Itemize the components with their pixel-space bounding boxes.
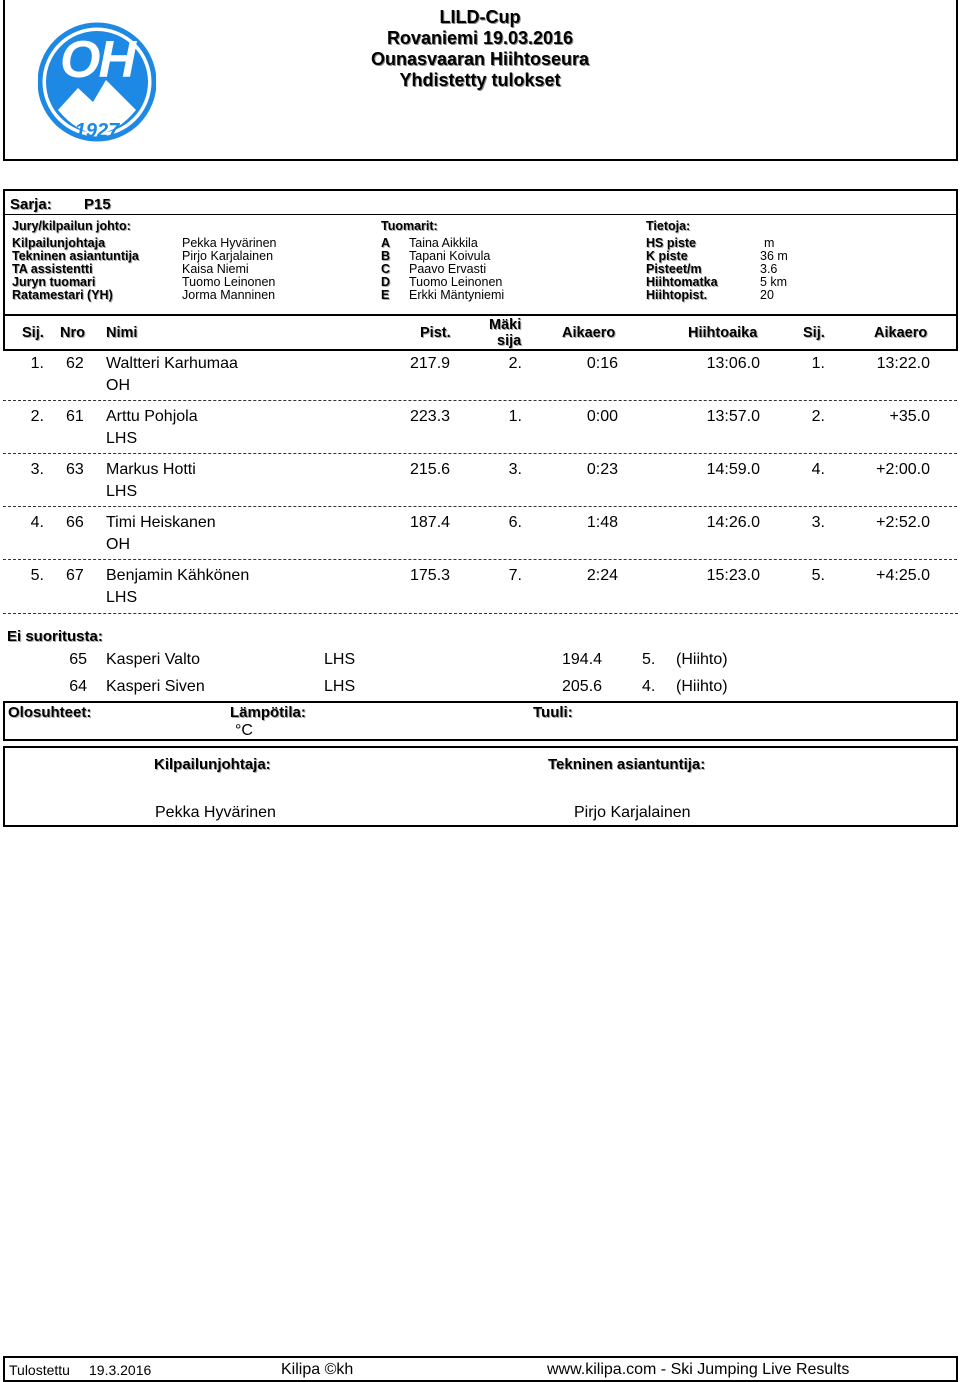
table-row [0, 461, 960, 514]
info-title: Tietoja: [646, 219, 691, 233]
row-divider [3, 400, 957, 401]
column-header-divider [3, 314, 958, 316]
judge-letter: A [381, 236, 391, 250]
row-points: 217.9 [410, 355, 451, 372]
results-end-divider [3, 613, 958, 614]
row-gap: 0:23 [586, 461, 618, 478]
dnf-name: Kasperi Valto [106, 651, 200, 668]
series-value: P15 [84, 196, 111, 213]
row-jump-rank: 2. [508, 355, 522, 372]
judge-letter: C [381, 262, 391, 276]
event-title: LILD-Cup [439, 7, 521, 27]
row-name: Waltteri Karhumaa [106, 355, 238, 372]
logo-text: OH [60, 31, 134, 89]
row-club: LHS [106, 430, 138, 447]
info-label: Hiihtopist. [646, 288, 708, 302]
jury-role: Tekninen asiantuntija [12, 249, 139, 263]
row-gap: 2:24 [586, 567, 618, 584]
row-final-gap: +35.0 [889, 408, 930, 425]
col-aikaero2: Aikaero [874, 325, 928, 341]
row-gap: 1:48 [586, 514, 618, 531]
jury-name: Pirjo Karjalainen [182, 249, 274, 263]
col-aikaero: Aikaero [562, 325, 616, 341]
dnf-nro: 64 [69, 678, 87, 695]
judge-name: Tapani Koivula [409, 249, 491, 263]
row-points: 215.6 [410, 461, 451, 478]
row-final-gap: +2:00.0 [876, 461, 930, 478]
dnf-points: 205.6 [562, 678, 603, 695]
footer-brand: Kilipa ©kh [281, 1361, 354, 1378]
col-sij2: Sij. [803, 325, 825, 341]
footer-site[interactable]: www.kilipa.com - Ski Jumping Live Results [547, 1361, 850, 1378]
col-hiihtoaika: Hiihtoaika [688, 325, 758, 341]
row-rank: 1. [30, 355, 44, 372]
logo-year: 1927 [74, 120, 120, 142]
row-name: Timi Heiskanen [106, 514, 216, 531]
row-rank: 4. [30, 514, 44, 531]
jury-name: Jorma Manninen [182, 288, 276, 302]
info-label: K piste [646, 249, 688, 263]
jury-name: Pekka Hyvärinen [182, 236, 277, 250]
info-label: Pisteet/m [646, 262, 702, 276]
dnf-title: Ei suoritusta: [7, 628, 103, 645]
temperature-label: Lämpötila: [230, 704, 306, 721]
info-value: 36 m [760, 249, 788, 263]
row-ski-time: 15:23.0 [706, 567, 760, 584]
organizer: Ounasvaaran Hiihtoseura [370, 49, 590, 69]
row-ski-time: 14:26.0 [706, 514, 760, 531]
jury-role: Juryn tuomari [12, 275, 96, 289]
row-final-gap: +2:52.0 [876, 514, 930, 531]
row-nro: 62 [66, 355, 84, 372]
director-name: Pekka Hyvärinen [155, 804, 276, 821]
signatures-box [3, 746, 958, 827]
dnf-jump-rank: 4. [642, 678, 656, 695]
dnf-club: LHS [324, 678, 356, 695]
row-jump-rank: 1. [508, 408, 522, 425]
judge-name: Tuomo Leinonen [409, 275, 503, 289]
row-jump-rank: 3. [508, 461, 522, 478]
row-final-rank: 3. [811, 514, 825, 531]
row-ski-time: 14:59.0 [706, 461, 760, 478]
conditions-box [3, 701, 958, 741]
row-divider [3, 559, 957, 560]
judges-title: Tuomarit: [381, 219, 438, 233]
row-points: 175.3 [410, 567, 451, 584]
judge-name: Erkki Mäntyniemi [409, 288, 505, 302]
row-club: LHS [106, 589, 138, 606]
row-club: OH [106, 377, 130, 394]
row-nro: 63 [66, 461, 84, 478]
row-final-rank: 2. [811, 408, 825, 425]
col-nro: Nro [60, 325, 85, 341]
jury-role: Kilpailunjohtaja [12, 236, 106, 250]
row-club: LHS [106, 483, 138, 500]
info-value: 5 km [760, 275, 788, 289]
row-gap: 0:16 [586, 355, 618, 372]
row-jump-rank: 7. [508, 567, 522, 584]
jury-title: Jury/kilpailun johto: [12, 219, 131, 233]
jury-name: Tuomo Leinonen [182, 275, 276, 289]
dnf-nro: 65 [69, 651, 87, 668]
table-row [0, 408, 960, 461]
col-maki-sija: sija [497, 333, 522, 349]
judge-name: Paavo Ervasti [409, 262, 487, 276]
dnf-list [0, 651, 960, 701]
results-title: Yhdistetty tulokset [399, 70, 561, 90]
row-ski-time: 13:57.0 [706, 408, 760, 425]
row-points: 223.3 [410, 408, 451, 425]
row-final-rank: 4. [811, 461, 825, 478]
col-maki: Mäki [489, 317, 522, 333]
info-label: HS piste [646, 236, 697, 250]
wind-label: Tuuli: [533, 704, 573, 721]
temperature-unit: °C [235, 722, 253, 739]
row-divider [3, 506, 957, 507]
judge-letter: D [381, 275, 391, 289]
dnf-name: Kasperi Siven [106, 678, 205, 695]
row-ski-time: 13:06.0 [706, 355, 760, 372]
row-final-gap: +4:25.0 [876, 567, 930, 584]
dnf-note: (Hiihto) [676, 678, 728, 695]
col-sij: Sij. [22, 325, 44, 341]
jury-name: Kaisa Niemi [182, 262, 249, 276]
row-points: 187.4 [410, 514, 451, 531]
series-label: Sarja: [10, 196, 52, 213]
series-divider [3, 214, 958, 215]
conditions-label: Olosuhteet: [8, 704, 92, 721]
judge-letter: B [381, 249, 391, 263]
info-value: m [764, 236, 775, 250]
row-name: Benjamin Kähkönen [106, 567, 250, 584]
results-table [0, 355, 960, 615]
judge-name: Taina Aikkila [409, 236, 478, 250]
table-row [0, 355, 960, 408]
jury-role: Ratamestari (YH) [12, 288, 113, 302]
tech-delegate-label: Tekninen asiantuntija: [548, 756, 706, 773]
dnf-points: 194.4 [562, 651, 603, 668]
info-label: Hiihtomatka [646, 275, 718, 289]
tech-delegate-name: Pirjo Karjalainen [574, 804, 691, 821]
dnf-jump-rank: 5. [642, 651, 656, 668]
dnf-club: LHS [324, 651, 356, 668]
printed-date: 19.3.2016 [89, 1362, 152, 1378]
row-nro: 61 [66, 408, 84, 425]
row-jump-rank: 6. [508, 514, 522, 531]
row-name: Arttu Pohjola [106, 408, 198, 425]
row-final-rank: 5. [811, 567, 825, 584]
info-value: 3.6 [760, 262, 778, 276]
row-name: Markus Hotti [106, 461, 196, 478]
row-club: OH [106, 536, 130, 553]
printed-label: Tulostettu [9, 1362, 70, 1378]
row-nro: 66 [66, 514, 84, 531]
row-final-rank: 1. [811, 355, 825, 372]
dnf-note: (Hiihto) [676, 651, 728, 668]
row-divider [3, 453, 957, 454]
col-nimi: Nimi [106, 325, 138, 341]
event-location-date: Rovaniemi 19.03.2016 [386, 28, 574, 48]
jury-role: TA assistentti [12, 262, 93, 276]
judge-letter: E [381, 288, 390, 302]
info-value: 20 [760, 288, 774, 302]
director-label: Kilpailunjohtaja: [154, 756, 271, 773]
row-nro: 67 [66, 567, 84, 584]
row-gap: 0:00 [586, 408, 618, 425]
row-rank: 3. [30, 461, 44, 478]
row-rank: 2. [30, 408, 44, 425]
row-rank: 5. [30, 567, 44, 584]
row-final-gap: 13:22.0 [876, 355, 930, 372]
col-pist: Pist. [420, 325, 451, 341]
table-row [0, 514, 960, 567]
